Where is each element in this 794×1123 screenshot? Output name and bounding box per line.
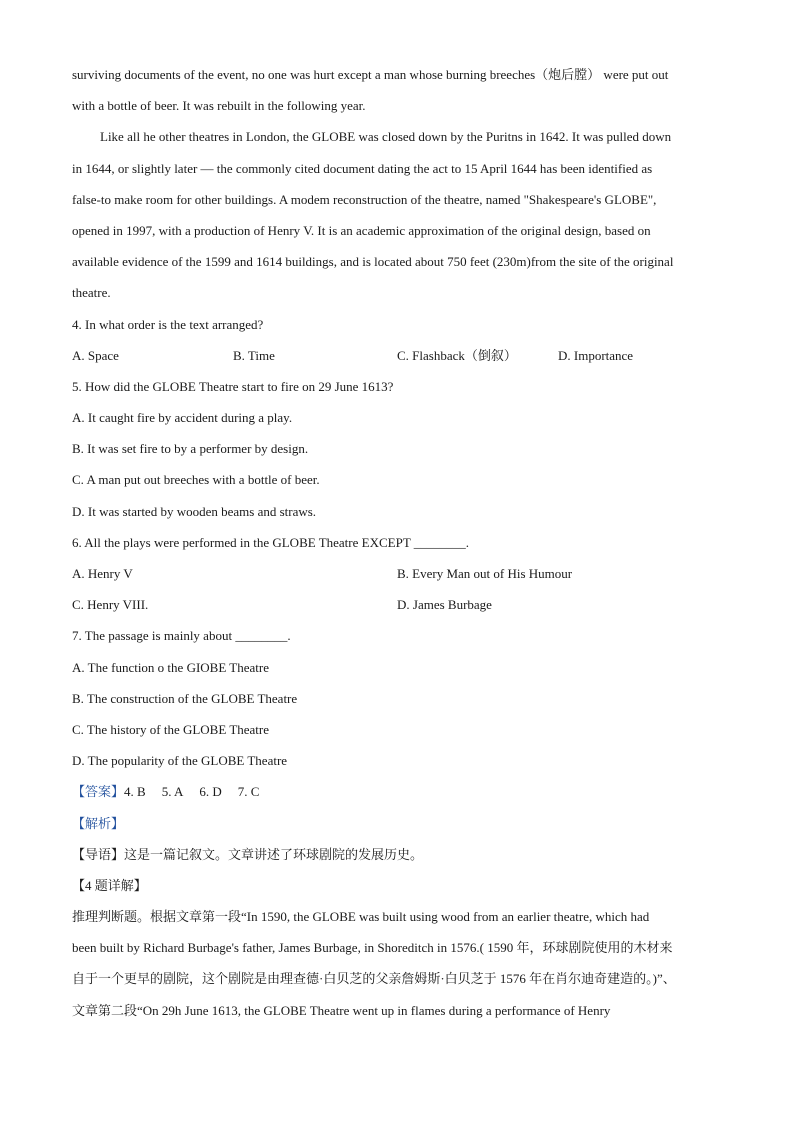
- answer-line: [72, 781, 722, 812]
- option-b: B. Time: [233, 347, 275, 363]
- question-4-options: [72, 345, 722, 376]
- question-4-stem: 4. In what order is the text arranged?: [72, 316, 264, 332]
- option-b: B. Every Man out of His Humour: [397, 566, 573, 581]
- option-c: C. A man put out breeches with a bottle of beer.: [72, 472, 320, 488]
- option-c: C. Henry VIII.: [72, 597, 149, 613]
- passage-line: surviving documents of the event, no one was hurt except a man whose burning breeches（炮后膛） were put out: [72, 67, 669, 82]
- option-a: A. Space: [72, 347, 119, 363]
- option-d: D. The popularity of the GLOBE Theatre: [72, 753, 288, 769]
- q4-detail-line: 推理判断题。根据文章第一段“In 1590, the GLOBE was built using wood from an earlier theatre, which had: [72, 909, 650, 925]
- option-b: B. It was set fire to by a performer by design.: [72, 441, 309, 457]
- guide-line: [72, 844, 722, 875]
- answer-7: 7. C: [237, 784, 260, 800]
- question-6-options-row1: [72, 563, 722, 594]
- option-a: A. The function o the GIOBE Theatre: [72, 659, 269, 675]
- passage-line: in 1644, or slightly later — the commonly cited document dating the act to 15 April 1644 has been identified as: [72, 160, 653, 176]
- document-page: [72, 64, 722, 1031]
- q4-detail-line: been built by Richard Burbage's father, James Burbage, in Shoreditch in 1576.( 1590 年，环球剧院使用的木材来: [72, 940, 673, 956]
- question-6-options-row2: [72, 594, 722, 625]
- question-6-stem: 6. All the plays were performed in the GLOBE Theatre EXCEPT ________.: [72, 534, 470, 550]
- guide-label: 【导语】: [72, 846, 125, 862]
- q4-detail-line: 文章第二段“On 29h June 1613, the GLOBE Theatre went up in flames during a performance of Henry: [72, 1002, 611, 1018]
- option-b: B. The construction of the GLOBE Theatre: [72, 690, 298, 706]
- q4-detail-line: 自于一个更早的剧院，这个剧院是由理查德·白贝芝的父亲詹姆斯·白贝芝于 1576 年在肖尔迪奇建造的。)”、: [72, 971, 676, 987]
- question-7-stem: 7. The passage is mainly about ________.: [72, 628, 291, 644]
- passage-line: available evidence of the 1599 and 1614 buildings, and is located about 750 feet (230m)from the site of the original: [72, 254, 674, 270]
- answer-4: 4. B: [124, 784, 146, 800]
- option-c: C. The history of the GLOBE Theatre: [72, 721, 270, 737]
- passage-line: false-to make room for other buildings. A modem reconstruction of the theatre, named "Shakespeare's GLOBE",: [72, 191, 657, 207]
- answer-label: 【答案】: [72, 784, 125, 800]
- answer-6: 6. D: [199, 784, 222, 800]
- option-d: D. Importance: [558, 347, 634, 363]
- answer-5: 5. A: [161, 784, 184, 800]
- option-d: D. It was started by wooden beams and straws.: [72, 503, 317, 519]
- passage-line: Like all he other theatres in London, the GLOBE was closed down by the Puritns in 1642. It was pulled down: [100, 129, 672, 145]
- guide-text: 这是一篇记叙文。文章讲述了环球剧院的发展历史。: [124, 846, 424, 862]
- question-5-stem: 5. How did the GLOBE Theatre start to fire on 29 June 1613?: [72, 378, 394, 394]
- option-a: A. It caught fire by accident during a play.: [72, 410, 293, 426]
- passage-line: theatre.: [72, 285, 111, 301]
- option-a: A. Henry V: [72, 566, 133, 581]
- passage-line: opened in 1997, with a production of Henry V. It is an academic approximation of the original design, based on: [72, 222, 651, 238]
- option-c: C. Flashback（倒叙）: [397, 347, 517, 363]
- analysis-label: 【解析】: [72, 815, 125, 831]
- q4-detail-label: 【4 题详解】: [72, 877, 147, 893]
- option-d: D. James Burbage: [397, 597, 492, 613]
- passage-line: with a bottle of beer. It was rebuilt in the following year.: [72, 98, 366, 114]
